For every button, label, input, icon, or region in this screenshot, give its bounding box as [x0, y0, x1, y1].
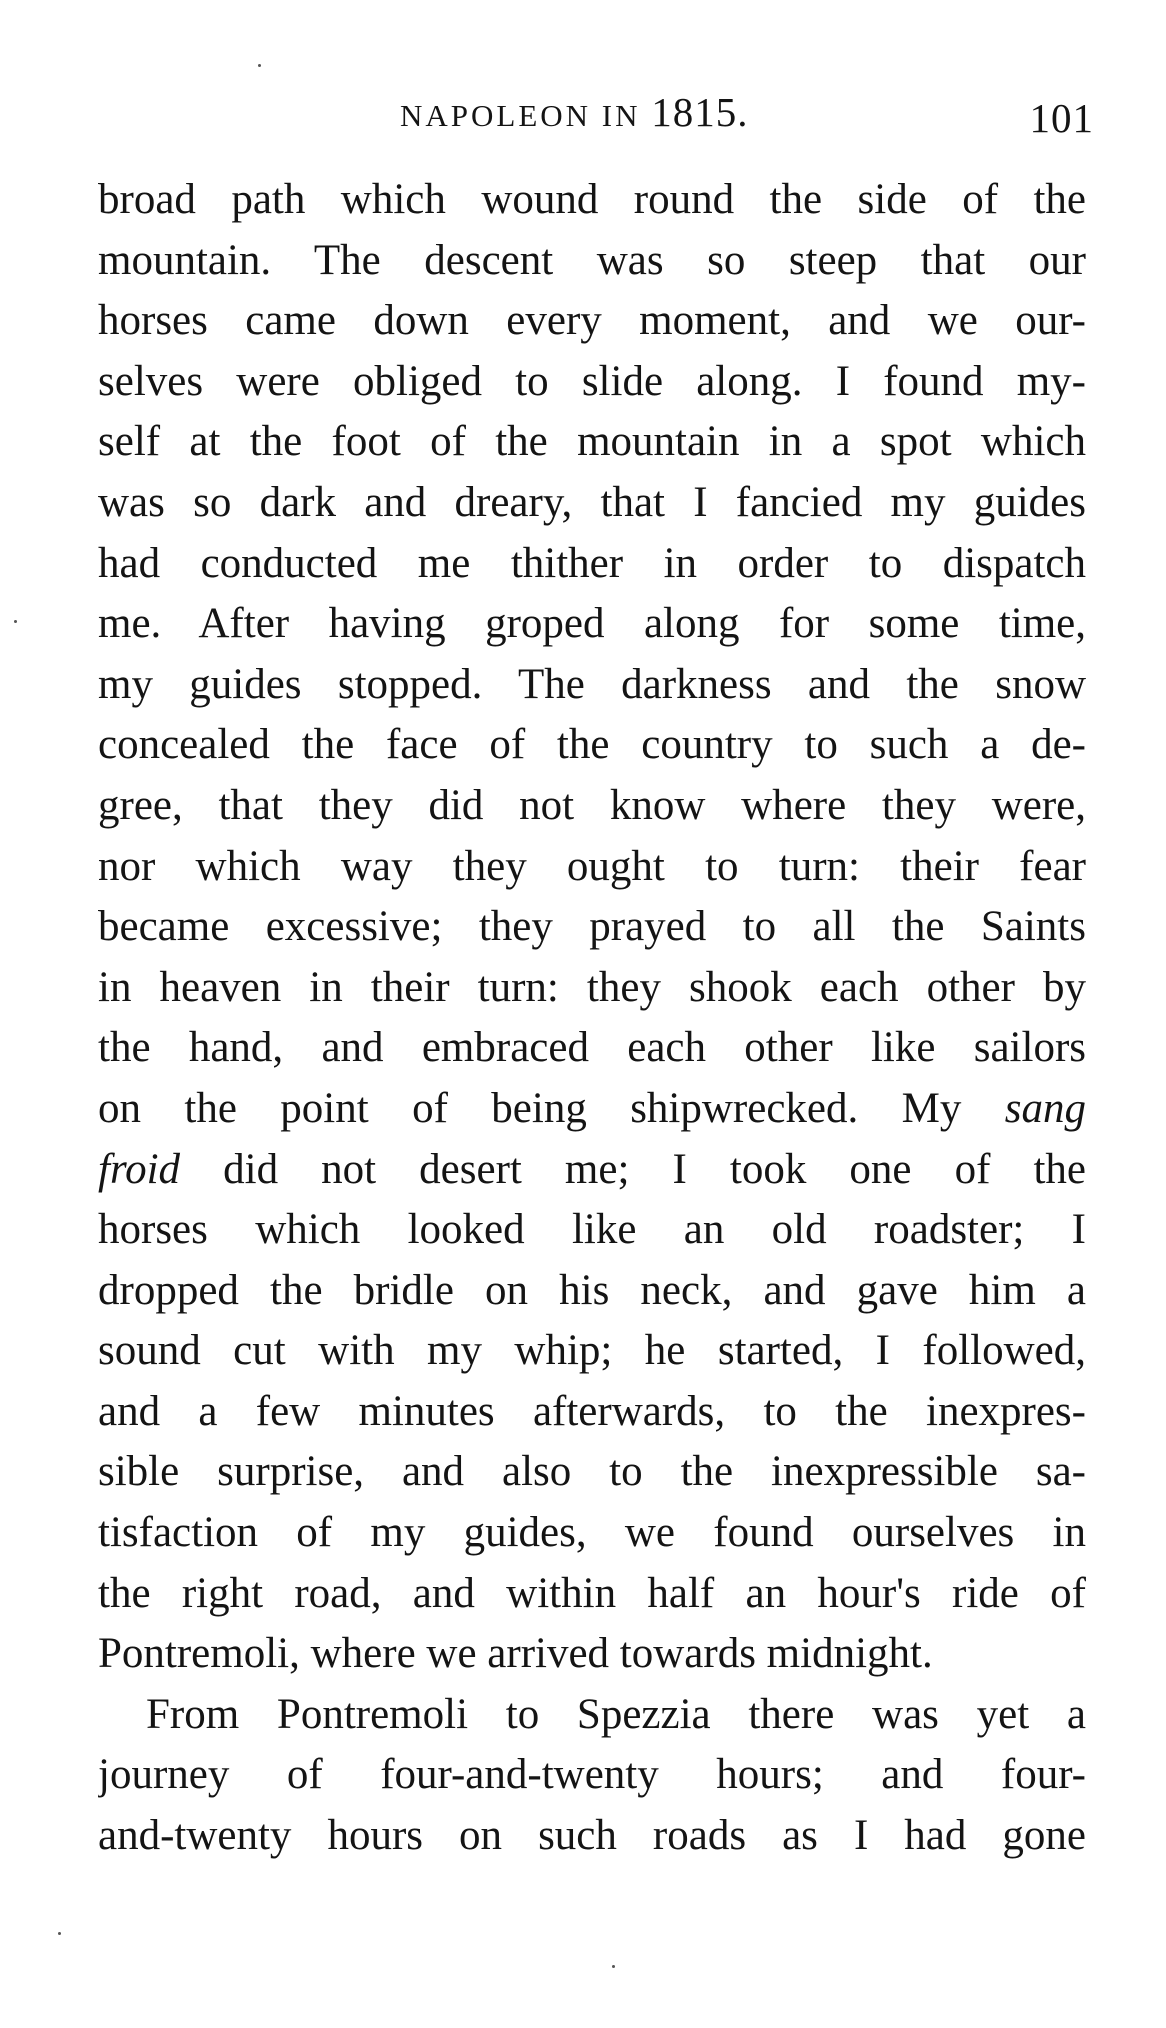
running-head-year: 1815. — [651, 89, 749, 135]
body-text — [98, 170, 1086, 1867]
text-line: the hand, and embraced each other like sailors — [98, 1024, 1086, 1072]
text-line: and-twenty hours on such roads as I had gone — [98, 1812, 1086, 1860]
text-line: selves were obliged to slide along. I found my- — [98, 357, 1086, 405]
text-line: nor which way they ought to turn: their fear — [98, 842, 1086, 890]
text-line: had conducted me thither in order to dispatch — [98, 539, 1086, 587]
paper-speck — [14, 620, 17, 623]
text-line: was so dark and dreary, that I fancied my guides — [98, 478, 1086, 526]
text-line: became excessive; they prayed to all the Saints — [98, 903, 1086, 951]
text-segment: did not desert me; I took one of the — [223, 1145, 1086, 1193]
text-line-mixed — [98, 1140, 1086, 1201]
text-line: in heaven in their turn: they shook each other by — [98, 963, 1086, 1011]
text-line: concealed the face of the country to such a de- — [98, 721, 1086, 769]
text-line: the right road, and within half an hour's ride of — [98, 1569, 1086, 1617]
text-line: tisfaction of my guides, we found ourselves in — [98, 1509, 1086, 1557]
text-line: sound cut with my whip; he started, I followed, — [98, 1327, 1086, 1375]
text-line: dropped the bridle on his neck, and gave him a — [98, 1266, 1086, 1314]
text-line: horses came down every moment, and we our- — [98, 297, 1086, 345]
text-line: sible surprise, and also to the inexpressible sa- — [98, 1448, 1086, 1496]
paper-speck — [58, 1932, 61, 1935]
text-line: me. After having groped along for some time, — [98, 600, 1086, 648]
text-line: mountain. The descent was so steep that our — [98, 236, 1086, 284]
italic-word: froid — [98, 1145, 181, 1193]
text-line: broad path which wound round the side of the — [98, 176, 1086, 223]
paragraph-start-line: From Pontremoli to Spezzia there was yet a — [146, 1690, 1086, 1738]
paper-speck — [258, 64, 261, 67]
running-title: NAPOLEON IN — [400, 98, 641, 133]
text-line-mixed — [98, 1079, 1086, 1140]
italic-word: sang — [1004, 1084, 1086, 1132]
running-head — [400, 88, 749, 136]
text-line: and a few minutes afterwards, to the inexpres- — [98, 1387, 1086, 1435]
text-line: journey of four-and-twenty hours; and four- — [98, 1751, 1086, 1799]
text-line: horses which looked like an old roadster; I — [98, 1206, 1086, 1254]
text-line: self at the foot of the mountain in a spot which — [98, 418, 1086, 466]
page-number: 101 — [1029, 95, 1094, 141]
paragraph-end-line: Pontremoli, where we arrived towards midnight. — [98, 1630, 933, 1678]
text-line: my guides stopped. The darkness and the snow — [98, 660, 1086, 708]
paper-speck — [612, 1965, 615, 1968]
text-line: gree, that they did not know where they were, — [98, 781, 1086, 829]
text-segment: on the point of being shipwrecked. My — [98, 1084, 962, 1132]
